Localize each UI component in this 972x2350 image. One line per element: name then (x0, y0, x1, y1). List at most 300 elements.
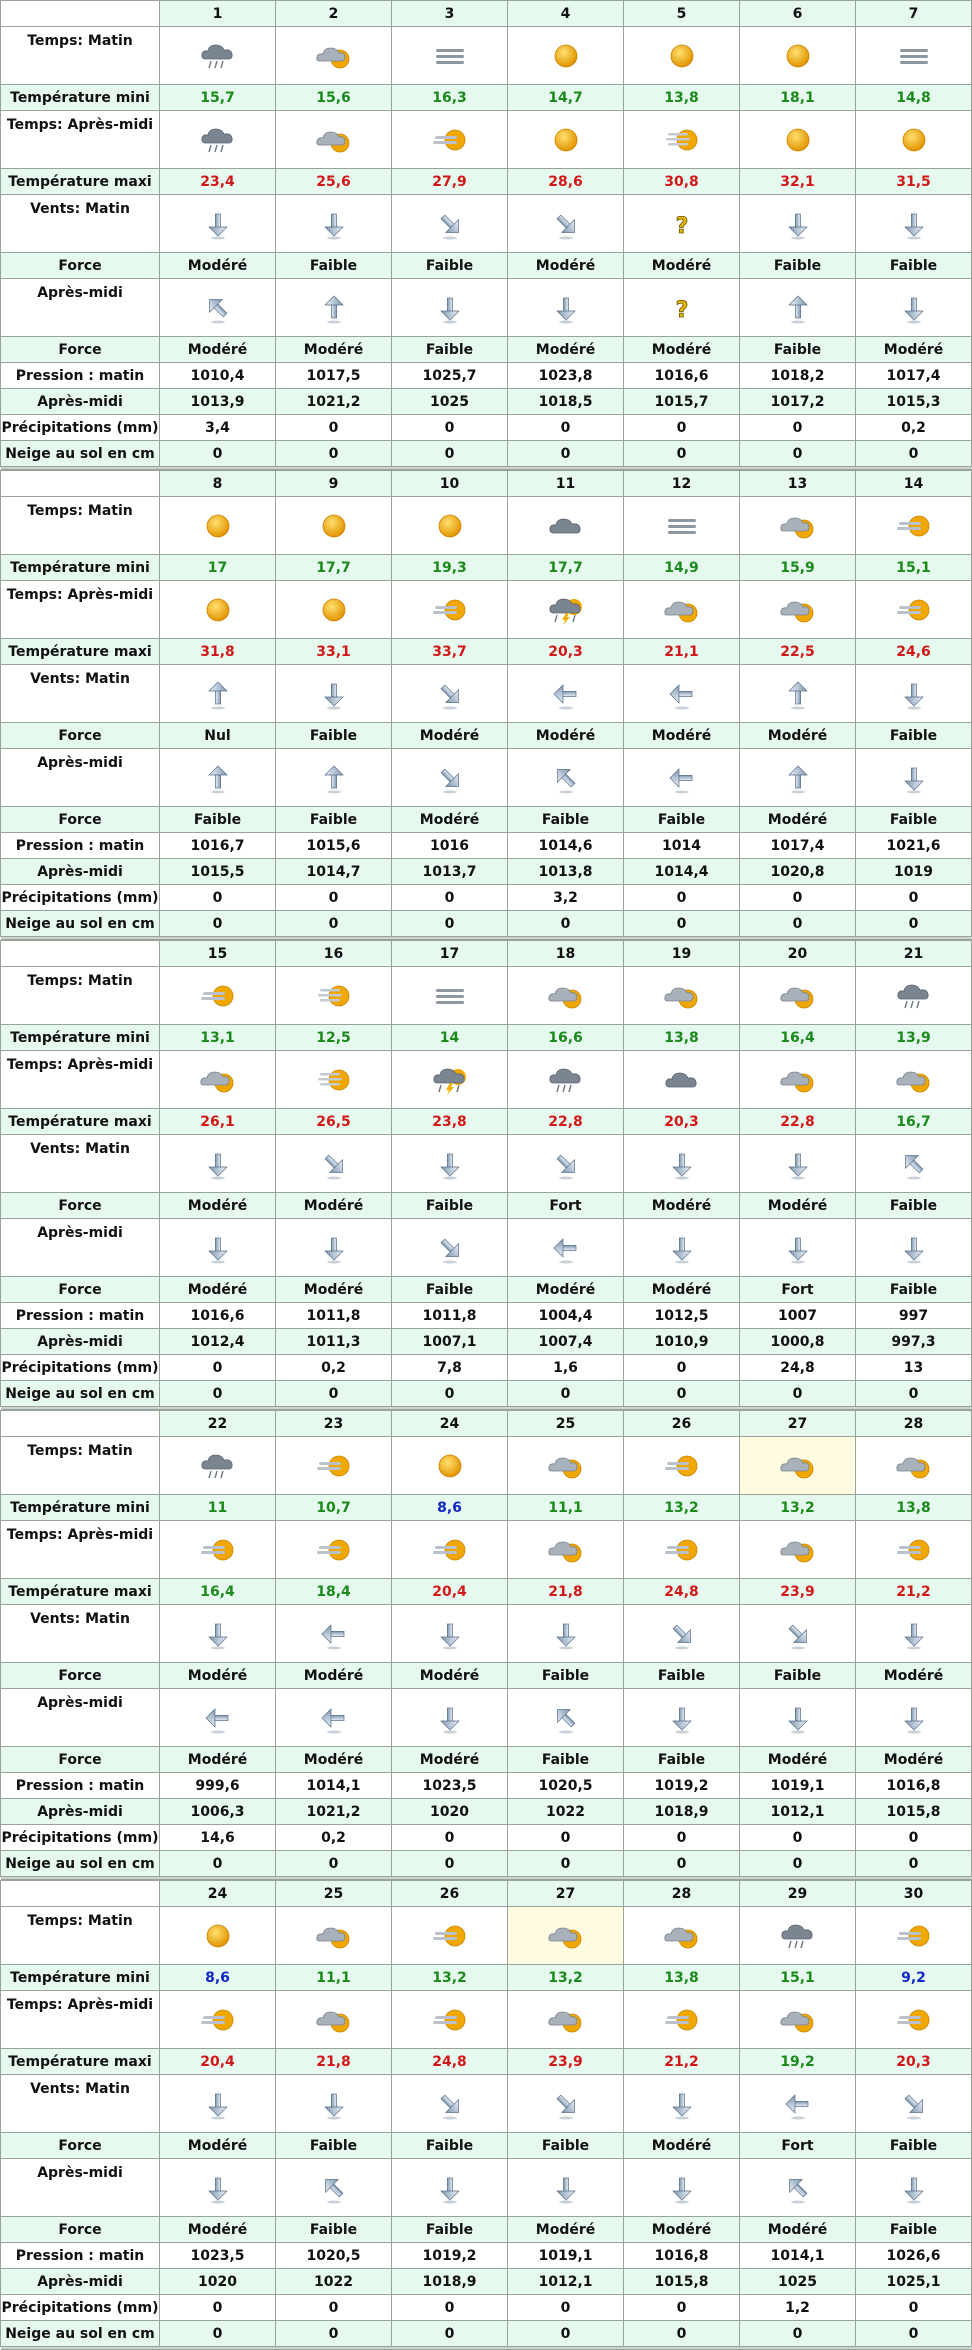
value-cell: 20,4 (160, 2049, 276, 2075)
row-am_weather (1, 497, 972, 555)
value-cell: 14,7 (508, 85, 624, 111)
cloud-sun-icon (740, 1991, 856, 2049)
rain-icon (160, 1437, 276, 1495)
value-cell: 1019,2 (392, 2243, 508, 2269)
mist-sun-icon (276, 1437, 392, 1495)
rain-icon (856, 967, 972, 1025)
value-cell: 11,1 (276, 1965, 392, 1991)
arrow-w-icon (624, 749, 740, 807)
value-cell: 17,7 (276, 555, 392, 581)
row-label: Température mini (1, 1965, 160, 1991)
value-cell: Modéré (160, 1277, 276, 1303)
row-label: Pression : matin (1, 363, 160, 389)
row-force_pm (1, 1747, 972, 1773)
value-cell: 1016,8 (624, 2243, 740, 2269)
value-cell: Modéré (276, 1747, 392, 1773)
arrow-s-icon (392, 1689, 508, 1747)
value-cell: 0 (624, 441, 740, 467)
value-cell: 1025,7 (392, 363, 508, 389)
day-number: 3 (392, 1, 508, 27)
value-cell: 23,8 (392, 1109, 508, 1135)
row-label: Pression : matin (1, 833, 160, 859)
arrow-n-icon (740, 279, 856, 337)
value-cell: Faible (508, 807, 624, 833)
arrow-se-icon (624, 1605, 740, 1663)
value-cell: Modéré (624, 1193, 740, 1219)
week-table (0, 0, 972, 470)
value-cell: 23,4 (160, 169, 276, 195)
arrow-nw-icon (276, 2159, 392, 2217)
arrow-s-icon (392, 2159, 508, 2217)
value-cell: 0 (624, 1381, 740, 1407)
value-cell: 1015,8 (856, 1799, 972, 1825)
row-label (1, 1, 160, 27)
row-force_pm (1, 2217, 972, 2243)
value-cell: 1014,7 (276, 859, 392, 885)
rain-icon (740, 1907, 856, 1965)
value-cell: 23,9 (508, 2049, 624, 2075)
value-cell: 1022 (508, 1799, 624, 1825)
row-label: Après-midi (1, 749, 160, 807)
value-cell: 1018,5 (508, 389, 624, 415)
row-label: Vents: Matin (1, 1135, 160, 1193)
value-cell: 1017,4 (740, 833, 856, 859)
day-number: 24 (392, 1411, 508, 1437)
row-precip (1, 885, 972, 911)
row-label: Température maxi (1, 639, 160, 665)
sun-icon (160, 497, 276, 555)
value-cell: 0 (856, 2321, 972, 2347)
value-cell: 24,8 (740, 1355, 856, 1381)
day-number: 29 (740, 1881, 856, 1907)
value-cell: 0,2 (856, 415, 972, 441)
value-cell: 1025 (740, 2269, 856, 2295)
value-cell: 0 (160, 2321, 276, 2347)
sun-icon (508, 111, 624, 169)
day-number: 25 (276, 1881, 392, 1907)
value-cell: Fort (740, 2133, 856, 2159)
value-cell: Faible (508, 2133, 624, 2159)
value-cell: 11,1 (508, 1495, 624, 1521)
value-cell: 16,6 (508, 1025, 624, 1051)
arrow-nw-icon (508, 749, 624, 807)
cloud-icon (508, 497, 624, 555)
value-cell: 1016,8 (856, 1773, 972, 1799)
mist-sun-icon (276, 1521, 392, 1579)
row-p_am (1, 363, 972, 389)
value-cell: Modéré (392, 1747, 508, 1773)
day-number: 30 (856, 1881, 972, 1907)
value-cell: 21,2 (856, 1579, 972, 1605)
mist-sun-icon (160, 1991, 276, 2049)
arrow-se-icon (392, 665, 508, 723)
arrow-s-icon (856, 1219, 972, 1277)
value-cell: 13,8 (624, 85, 740, 111)
cloud-sun-icon (740, 1437, 856, 1495)
row-p_pm (1, 1799, 972, 1825)
row-precip (1, 1825, 972, 1851)
row-label: Neige au sol en cm (1, 2321, 160, 2347)
row-tmax (1, 2049, 972, 2075)
arrow-nw-icon (856, 1135, 972, 1193)
row-pm_weather (1, 581, 972, 639)
value-cell: 1020,5 (508, 1773, 624, 1799)
day-header-row (1, 1, 972, 27)
value-cell: 1019,1 (508, 2243, 624, 2269)
cloud-sun-icon (276, 27, 392, 85)
arrow-s-icon (508, 279, 624, 337)
value-cell: 20,4 (392, 1579, 508, 1605)
row-label: Force (1, 253, 160, 279)
value-cell: Modéré (160, 2217, 276, 2243)
value-cell: Modéré (740, 1747, 856, 1773)
value-cell: 1012,5 (624, 1303, 740, 1329)
row-wind_am (1, 1605, 972, 1663)
row-label (1, 1411, 160, 1437)
mist-sun-icon (392, 1521, 508, 1579)
value-cell: Faible (392, 1193, 508, 1219)
cloud-sun-icon (624, 967, 740, 1025)
arrow-s-icon (392, 1605, 508, 1663)
value-cell: Faible (160, 807, 276, 833)
cloud-sun-icon (508, 967, 624, 1025)
value-cell: 0 (276, 2321, 392, 2347)
value-cell: 16,4 (740, 1025, 856, 1051)
arrow-n-icon (276, 279, 392, 337)
week-table (0, 1410, 972, 1880)
value-cell: 0 (740, 885, 856, 911)
row-label: Vents: Matin (1, 1605, 160, 1663)
value-cell: 13 (856, 1355, 972, 1381)
value-cell: 1018,2 (740, 363, 856, 389)
value-cell: 1021,6 (856, 833, 972, 859)
row-am_weather (1, 27, 972, 85)
value-cell: 20,3 (508, 639, 624, 665)
value-cell: 1019,1 (740, 1773, 856, 1799)
svg-text:?: ? (675, 213, 688, 239)
value-cell: 24,8 (624, 1579, 740, 1605)
row-label: Après-midi (1, 279, 160, 337)
value-cell: Faible (856, 253, 972, 279)
value-cell: 0 (392, 911, 508, 937)
cloud-sun-icon (508, 1521, 624, 1579)
row-wind_pm (1, 1689, 972, 1747)
arrow-w-icon (276, 1605, 392, 1663)
value-cell: Modéré (740, 723, 856, 749)
value-cell: 1006,3 (160, 1799, 276, 1825)
haze-sun-icon (624, 111, 740, 169)
value-cell: 0 (508, 1381, 624, 1407)
row-tmin (1, 1025, 972, 1051)
value-cell: 33,1 (276, 639, 392, 665)
value-cell: Fort (740, 1277, 856, 1303)
row-label: Température maxi (1, 1579, 160, 1605)
arrow-s-icon (740, 195, 856, 253)
day-number: 1 (160, 1, 276, 27)
value-cell: Faible (392, 253, 508, 279)
value-cell: 3,2 (508, 885, 624, 911)
svg-text:?: ? (675, 297, 688, 323)
day-number: 12 (624, 471, 740, 497)
row-snow (1, 441, 972, 467)
value-cell: 13,9 (856, 1025, 972, 1051)
value-cell: Modéré (508, 1277, 624, 1303)
value-cell: 7,8 (392, 1355, 508, 1381)
row-label: Vents: Matin (1, 2075, 160, 2133)
value-cell: 18,1 (740, 85, 856, 111)
value-cell: 0 (740, 441, 856, 467)
value-cell: 0 (160, 2295, 276, 2321)
value-cell: 1020 (392, 1799, 508, 1825)
row-tmin (1, 85, 972, 111)
day-number: 26 (624, 1411, 740, 1437)
day-header-row (1, 941, 972, 967)
row-snow (1, 911, 972, 937)
value-cell: Modéré (160, 2133, 276, 2159)
value-cell: Faible (392, 1277, 508, 1303)
value-cell: 0 (508, 415, 624, 441)
value-cell: 9,2 (856, 1965, 972, 1991)
value-cell: 1015,8 (624, 2269, 740, 2295)
value-cell: Modéré (276, 337, 392, 363)
value-cell: 0 (856, 1381, 972, 1407)
value-cell: 0 (276, 1381, 392, 1407)
value-cell: Modéré (276, 1663, 392, 1689)
value-cell: Modéré (160, 337, 276, 363)
day-number: 27 (740, 1411, 856, 1437)
row-wind_pm (1, 279, 972, 337)
arrow-n-icon (160, 749, 276, 807)
value-cell: Faible (276, 253, 392, 279)
row-tmin (1, 1965, 972, 1991)
day-header-row (1, 1411, 972, 1437)
row-force_pm (1, 337, 972, 363)
day-header-row (1, 471, 972, 497)
sun-icon (160, 1907, 276, 1965)
row-label: Force (1, 1277, 160, 1303)
value-cell: 0 (624, 911, 740, 937)
value-cell: 26,1 (160, 1109, 276, 1135)
value-cell: Modéré (160, 1663, 276, 1689)
row-label: Pression : matin (1, 1303, 160, 1329)
value-cell: 0 (624, 1355, 740, 1381)
value-cell: Modéré (856, 337, 972, 363)
value-cell: 1011,8 (276, 1303, 392, 1329)
value-cell: Modéré (276, 1277, 392, 1303)
week-table (0, 1880, 972, 2350)
value-cell: 1016 (392, 833, 508, 859)
arrow-s-icon (856, 1689, 972, 1747)
row-label: Précipitations (mm) (1, 1355, 160, 1381)
arrow-s-icon (392, 1135, 508, 1193)
row-snow (1, 1851, 972, 1877)
value-cell: 0 (856, 1851, 972, 1877)
sun-icon (160, 581, 276, 639)
arrow-s-icon (856, 1605, 972, 1663)
value-cell: 8,6 (392, 1495, 508, 1521)
row-label: Neige au sol en cm (1, 1851, 160, 1877)
cloud-icon (624, 1051, 740, 1109)
row-force_pm (1, 807, 972, 833)
value-cell: 0 (508, 1825, 624, 1851)
value-cell: 0 (624, 2321, 740, 2347)
value-cell: 24,8 (392, 2049, 508, 2075)
value-cell: Modéré (740, 807, 856, 833)
row-label: Après-midi (1, 2269, 160, 2295)
value-cell: Faible (856, 807, 972, 833)
row-label: Précipitations (mm) (1, 1825, 160, 1851)
value-cell: Faible (392, 337, 508, 363)
day-number: 23 (276, 1411, 392, 1437)
cloud-sun-icon (856, 1051, 972, 1109)
day-number: 21 (856, 941, 972, 967)
arrow-s-icon (160, 1219, 276, 1277)
arrow-s-icon (624, 2159, 740, 2217)
row-p_pm (1, 859, 972, 885)
arrow-s-icon (276, 665, 392, 723)
arrow-se-icon (392, 195, 508, 253)
row-label (1, 471, 160, 497)
arrow-s-icon (160, 1135, 276, 1193)
value-cell: 1023,5 (160, 2243, 276, 2269)
row-label: Temps: Après-midi (1, 111, 160, 169)
value-cell: 14,8 (856, 85, 972, 111)
row-label: Temps: Matin (1, 497, 160, 555)
value-cell: 22,8 (740, 1109, 856, 1135)
mist-sun-icon (392, 1991, 508, 2049)
day-number: 11 (508, 471, 624, 497)
value-cell: Faible (276, 2217, 392, 2243)
value-cell: 1014,1 (276, 1773, 392, 1799)
row-precip (1, 1355, 972, 1381)
row-label: Température mini (1, 555, 160, 581)
rain-icon (508, 1051, 624, 1109)
value-cell: 3,4 (160, 415, 276, 441)
row-force_pm (1, 1277, 972, 1303)
row-am_weather (1, 967, 972, 1025)
fog-icon (856, 27, 972, 85)
value-cell: Faible (276, 2133, 392, 2159)
row-label: Temps: Après-midi (1, 581, 160, 639)
row-label: Force (1, 1747, 160, 1773)
value-cell: 0 (392, 885, 508, 911)
value-cell: 13,2 (392, 1965, 508, 1991)
mist-sun-icon (160, 1521, 276, 1579)
value-cell: 0 (276, 415, 392, 441)
row-tmin (1, 1495, 972, 1521)
row-pm_weather (1, 1521, 972, 1579)
value-cell: 1013,7 (392, 859, 508, 885)
row-label: Temps: Matin (1, 1907, 160, 1965)
row-label: Température mini (1, 85, 160, 111)
day-header-row (1, 1881, 972, 1907)
row-label: Neige au sol en cm (1, 441, 160, 467)
mist-sun-icon (624, 1437, 740, 1495)
row-label: Force (1, 1193, 160, 1219)
mist-sun-icon (160, 967, 276, 1025)
row-label (1, 941, 160, 967)
mist-sun-icon (856, 1521, 972, 1579)
row-p_pm (1, 1329, 972, 1355)
row-p_am (1, 2243, 972, 2269)
haze-sun-icon (276, 1051, 392, 1109)
value-cell: 1012,1 (740, 1799, 856, 1825)
arrow-s-icon (624, 2075, 740, 2133)
sun-icon (856, 111, 972, 169)
value-cell: 17,7 (508, 555, 624, 581)
value-cell: 31,5 (856, 169, 972, 195)
row-label: Après-midi (1, 1689, 160, 1747)
value-cell: 16,4 (160, 1579, 276, 1605)
value-cell: 1011,8 (392, 1303, 508, 1329)
row-am_weather (1, 1907, 972, 1965)
value-cell: 13,2 (740, 1495, 856, 1521)
value-cell: 24,6 (856, 639, 972, 665)
row-wind_am (1, 2075, 972, 2133)
value-cell: Modéré (624, 1277, 740, 1303)
value-cell: Modéré (508, 337, 624, 363)
value-cell: 0 (276, 1851, 392, 1877)
row-label (1, 1881, 160, 1907)
value-cell: Faible (856, 723, 972, 749)
value-cell: Faible (392, 2217, 508, 2243)
value-cell: Modéré (508, 723, 624, 749)
cloud-sun-icon (740, 967, 856, 1025)
week-table (0, 940, 972, 1410)
row-p_pm (1, 389, 972, 415)
cloud-sun-icon (508, 1991, 624, 2049)
value-cell: 0 (856, 441, 972, 467)
arrow-se-icon (276, 1135, 392, 1193)
arrow-s-icon (856, 665, 972, 723)
row-wind_am (1, 665, 972, 723)
row-p_am (1, 1303, 972, 1329)
value-cell: Faible (624, 1747, 740, 1773)
value-cell: 27,9 (392, 169, 508, 195)
value-cell: 1007,4 (508, 1329, 624, 1355)
value-cell: Modéré (856, 1747, 972, 1773)
mist-sun-icon (856, 1907, 972, 1965)
day-number: 14 (856, 471, 972, 497)
day-number: 28 (856, 1411, 972, 1437)
day-number: 2 (276, 1, 392, 27)
arrow-s-icon (276, 2075, 392, 2133)
rain-icon (160, 27, 276, 85)
value-cell: 1022 (276, 2269, 392, 2295)
value-cell: 21,8 (276, 2049, 392, 2075)
value-cell: 8,6 (160, 1965, 276, 1991)
value-cell: Faible (624, 1663, 740, 1689)
value-cell: Modéré (740, 2217, 856, 2243)
value-cell: 1014,1 (740, 2243, 856, 2269)
value-cell: Modéré (624, 337, 740, 363)
value-cell: 1010,4 (160, 363, 276, 389)
value-cell: 1019,2 (624, 1773, 740, 1799)
arrow-s-icon (160, 195, 276, 253)
mist-sun-icon (624, 1521, 740, 1579)
sun-icon (276, 497, 392, 555)
day-number: 4 (508, 1, 624, 27)
value-cell: 1007,1 (392, 1329, 508, 1355)
value-cell: 0 (160, 911, 276, 937)
value-cell: 14,6 (160, 1825, 276, 1851)
value-cell: 1012,1 (508, 2269, 624, 2295)
arrow-w-icon (508, 1219, 624, 1277)
value-cell: Faible (856, 1193, 972, 1219)
cloud-sun-icon (624, 1907, 740, 1965)
row-tmax (1, 1579, 972, 1605)
arrow-n-icon (740, 665, 856, 723)
